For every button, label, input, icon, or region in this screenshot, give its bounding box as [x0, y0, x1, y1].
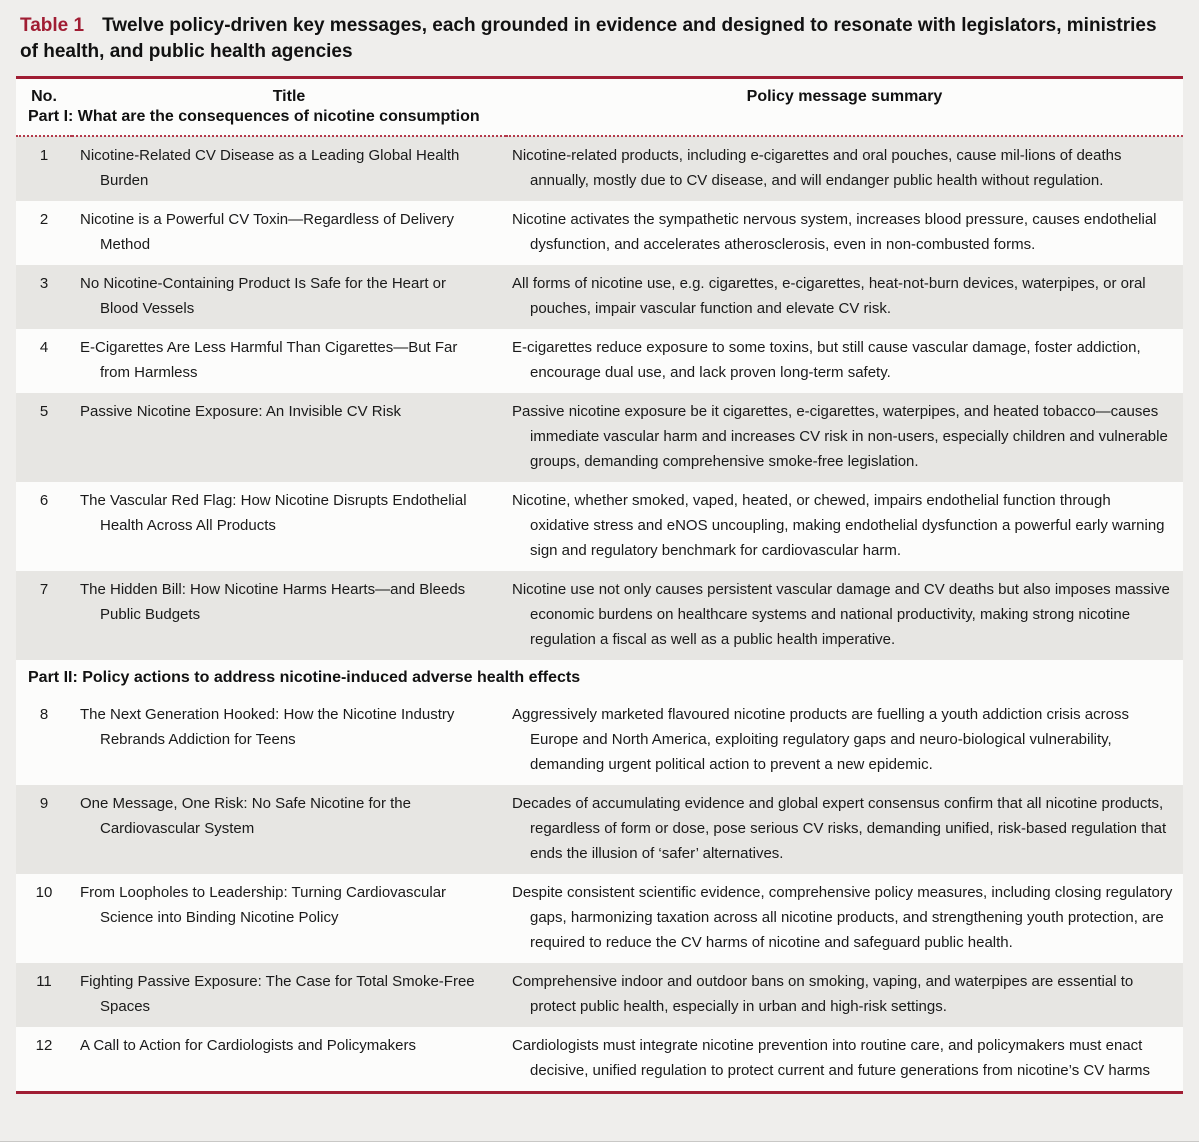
column-header-row — [16, 78, 1183, 108]
row-number: 9 — [39, 795, 49, 812]
part2-header: Part II: Policy actions to address nicotine-induced adverse health effects — [16, 660, 1183, 696]
row-title: One Message, One Risk: No Safe Nicotine for the Cardiovascular System — [80, 795, 411, 837]
table-row — [16, 393, 1183, 482]
table-header — [16, 78, 1183, 137]
row-title: Nicotine is a Powerful CV Toxin—Regardless of Delivery Method — [80, 211, 455, 253]
row-summary: Comprehensive indoor and outdoor bans on smoking, vaping, and waterpipes are essential to protect public health, especially in urban and high-risk settings. — [512, 973, 1134, 1015]
row-number: 2 — [39, 211, 49, 228]
table-row — [16, 136, 1183, 201]
row-number: 3 — [39, 275, 49, 292]
row-summary: Cardiologists must integrate nicotine prevention into routine care, and policymakers must enact decisive, unified regulation to protect current and future generations from nicotine’s CV harms — [512, 1037, 1151, 1079]
table-caption-text: Twelve policy-driven key messages, each grounded in evidence and designed to resonate with legislators, ministries of health, and public health agencies — [20, 15, 1157, 62]
column-header-no: No. — [31, 88, 57, 105]
row-title: Nicotine-Related CV Disease as a Leading Global Health Burden — [80, 147, 460, 189]
part1-header-row — [16, 107, 1183, 136]
row-number: 12 — [35, 1037, 53, 1054]
row-number: 8 — [39, 706, 49, 723]
row-summary: All forms of nicotine use, e.g. cigarettes, e-cigarettes, heat-not-burn devices, waterpipes, or oral pouches, impair vascular function and elevate CV risk. — [512, 275, 1146, 317]
table-row — [16, 696, 1183, 785]
row-number: 5 — [39, 403, 49, 420]
row-title: From Loopholes to Leadership: Turning Cardiovascular Science into Binding Nicotine Policy — [80, 884, 447, 926]
table-caption — [16, 0, 1183, 76]
row-number: 11 — [36, 973, 52, 990]
table-row — [16, 963, 1183, 1027]
row-title: Fighting Passive Exposure: The Case for Total Smoke-Free Spaces — [80, 973, 475, 1015]
table-row — [16, 265, 1183, 329]
row-summary: Aggressively marketed flavoured nicotine products are fuelling a youth addiction crisis across Europe and North America, exploiting regulatory gaps and neuro-biological vulnerability, demanding urgent political action to prevent a new epidemic. — [512, 706, 1129, 773]
column-header-summary: Policy message summary — [746, 88, 943, 105]
row-title: The Vascular Red Flag: How Nicotine Disrupts Endothelial Health Across All Products — [80, 492, 467, 534]
table-body-part2 — [16, 696, 1183, 1093]
row-summary: Despite consistent scientific evidence, comprehensive policy measures, including closing regulatory gaps, harmonizing taxation across all nicotine products, and strengthening youth protection, are required to reduce the CV harms of nicotine and safeguard public health. — [512, 884, 1173, 951]
policy-messages-table — [16, 76, 1183, 1094]
table-caption-label: Table 1 — [20, 15, 85, 36]
row-number: 1 — [39, 147, 49, 164]
row-title: No Nicotine-Containing Product Is Safe for the Heart or Blood Vessels — [80, 275, 447, 317]
part2-header-row — [16, 660, 1183, 696]
row-title: The Hidden Bill: How Nicotine Harms Hearts—and Bleeds Public Budgets — [80, 581, 466, 623]
row-title: The Next Generation Hooked: How the Nicotine Industry Rebrands Addiction for Teens — [80, 706, 455, 748]
row-summary: Nicotine activates the sympathetic nervous system, increases blood pressure, causes endothelial dysfunction, and accelerates atherosclerosis, even in non-combusted forms. — [512, 211, 1157, 253]
table-row — [16, 785, 1183, 874]
table-row — [16, 571, 1183, 660]
table-row — [16, 482, 1183, 571]
table-body-part1 — [16, 136, 1183, 660]
row-number: 6 — [39, 492, 49, 509]
table-row — [16, 874, 1183, 963]
table-row — [16, 329, 1183, 393]
row-summary: Nicotine, whether smoked, vaped, heated, or chewed, impairs endothelial function through oxidative stress and eNOS uncoupling, making endothelial dysfunction a powerful early warning sign and regulatory benchmark for cardiovascular harm. — [512, 492, 1165, 559]
table-row — [16, 201, 1183, 265]
row-title: A Call to Action for Cardiologists and Policymakers — [80, 1037, 416, 1054]
row-number: 4 — [39, 339, 49, 356]
row-summary: E-cigarettes reduce exposure to some toxins, but still cause vascular damage, foster addiction, encourage dual use, and lack proven long-term safety. — [512, 339, 1141, 381]
row-summary: Nicotine use not only causes persistent vascular damage and CV deaths but also imposes massive economic burdens on healthcare systems and national productivity, making strong nicotine regulation a fiscal as well as a public health imperative. — [512, 581, 1170, 648]
row-number: 10 — [35, 884, 53, 901]
row-summary: Passive nicotine exposure be it cigarettes, e-cigarettes, waterpipes, and heated tobacco—causes immediate vascular harm and increases CV risk in non-users, especially children and vulnerable groups, demanding comprehensive smoke-free legislation. — [512, 403, 1168, 470]
table-row — [16, 1027, 1183, 1093]
part2-header-body — [16, 660, 1183, 696]
part1-header: Part I: What are the consequences of nicotine consumption — [16, 107, 1183, 136]
row-summary: Decades of accumulating evidence and global expert consensus confirm that all nicotine products, regardless of form or dose, pose serious CV risks, demanding unified, risk-based regulation that ends the illusion of ‘safer’ alternatives. — [512, 795, 1167, 862]
row-summary: Nicotine-related products, including e-cigarettes and oral pouches, cause mil-lions of deaths annually, mostly due to CV disease, and will endanger public health without regulation. — [512, 147, 1122, 189]
row-title: E-Cigarettes Are Less Harmful Than Cigarettes—But Far from Harmless — [80, 339, 458, 381]
row-number: 7 — [39, 581, 49, 598]
column-header-title: Title — [272, 88, 306, 105]
row-title: Passive Nicotine Exposure: An Invisible CV Risk — [80, 403, 401, 420]
